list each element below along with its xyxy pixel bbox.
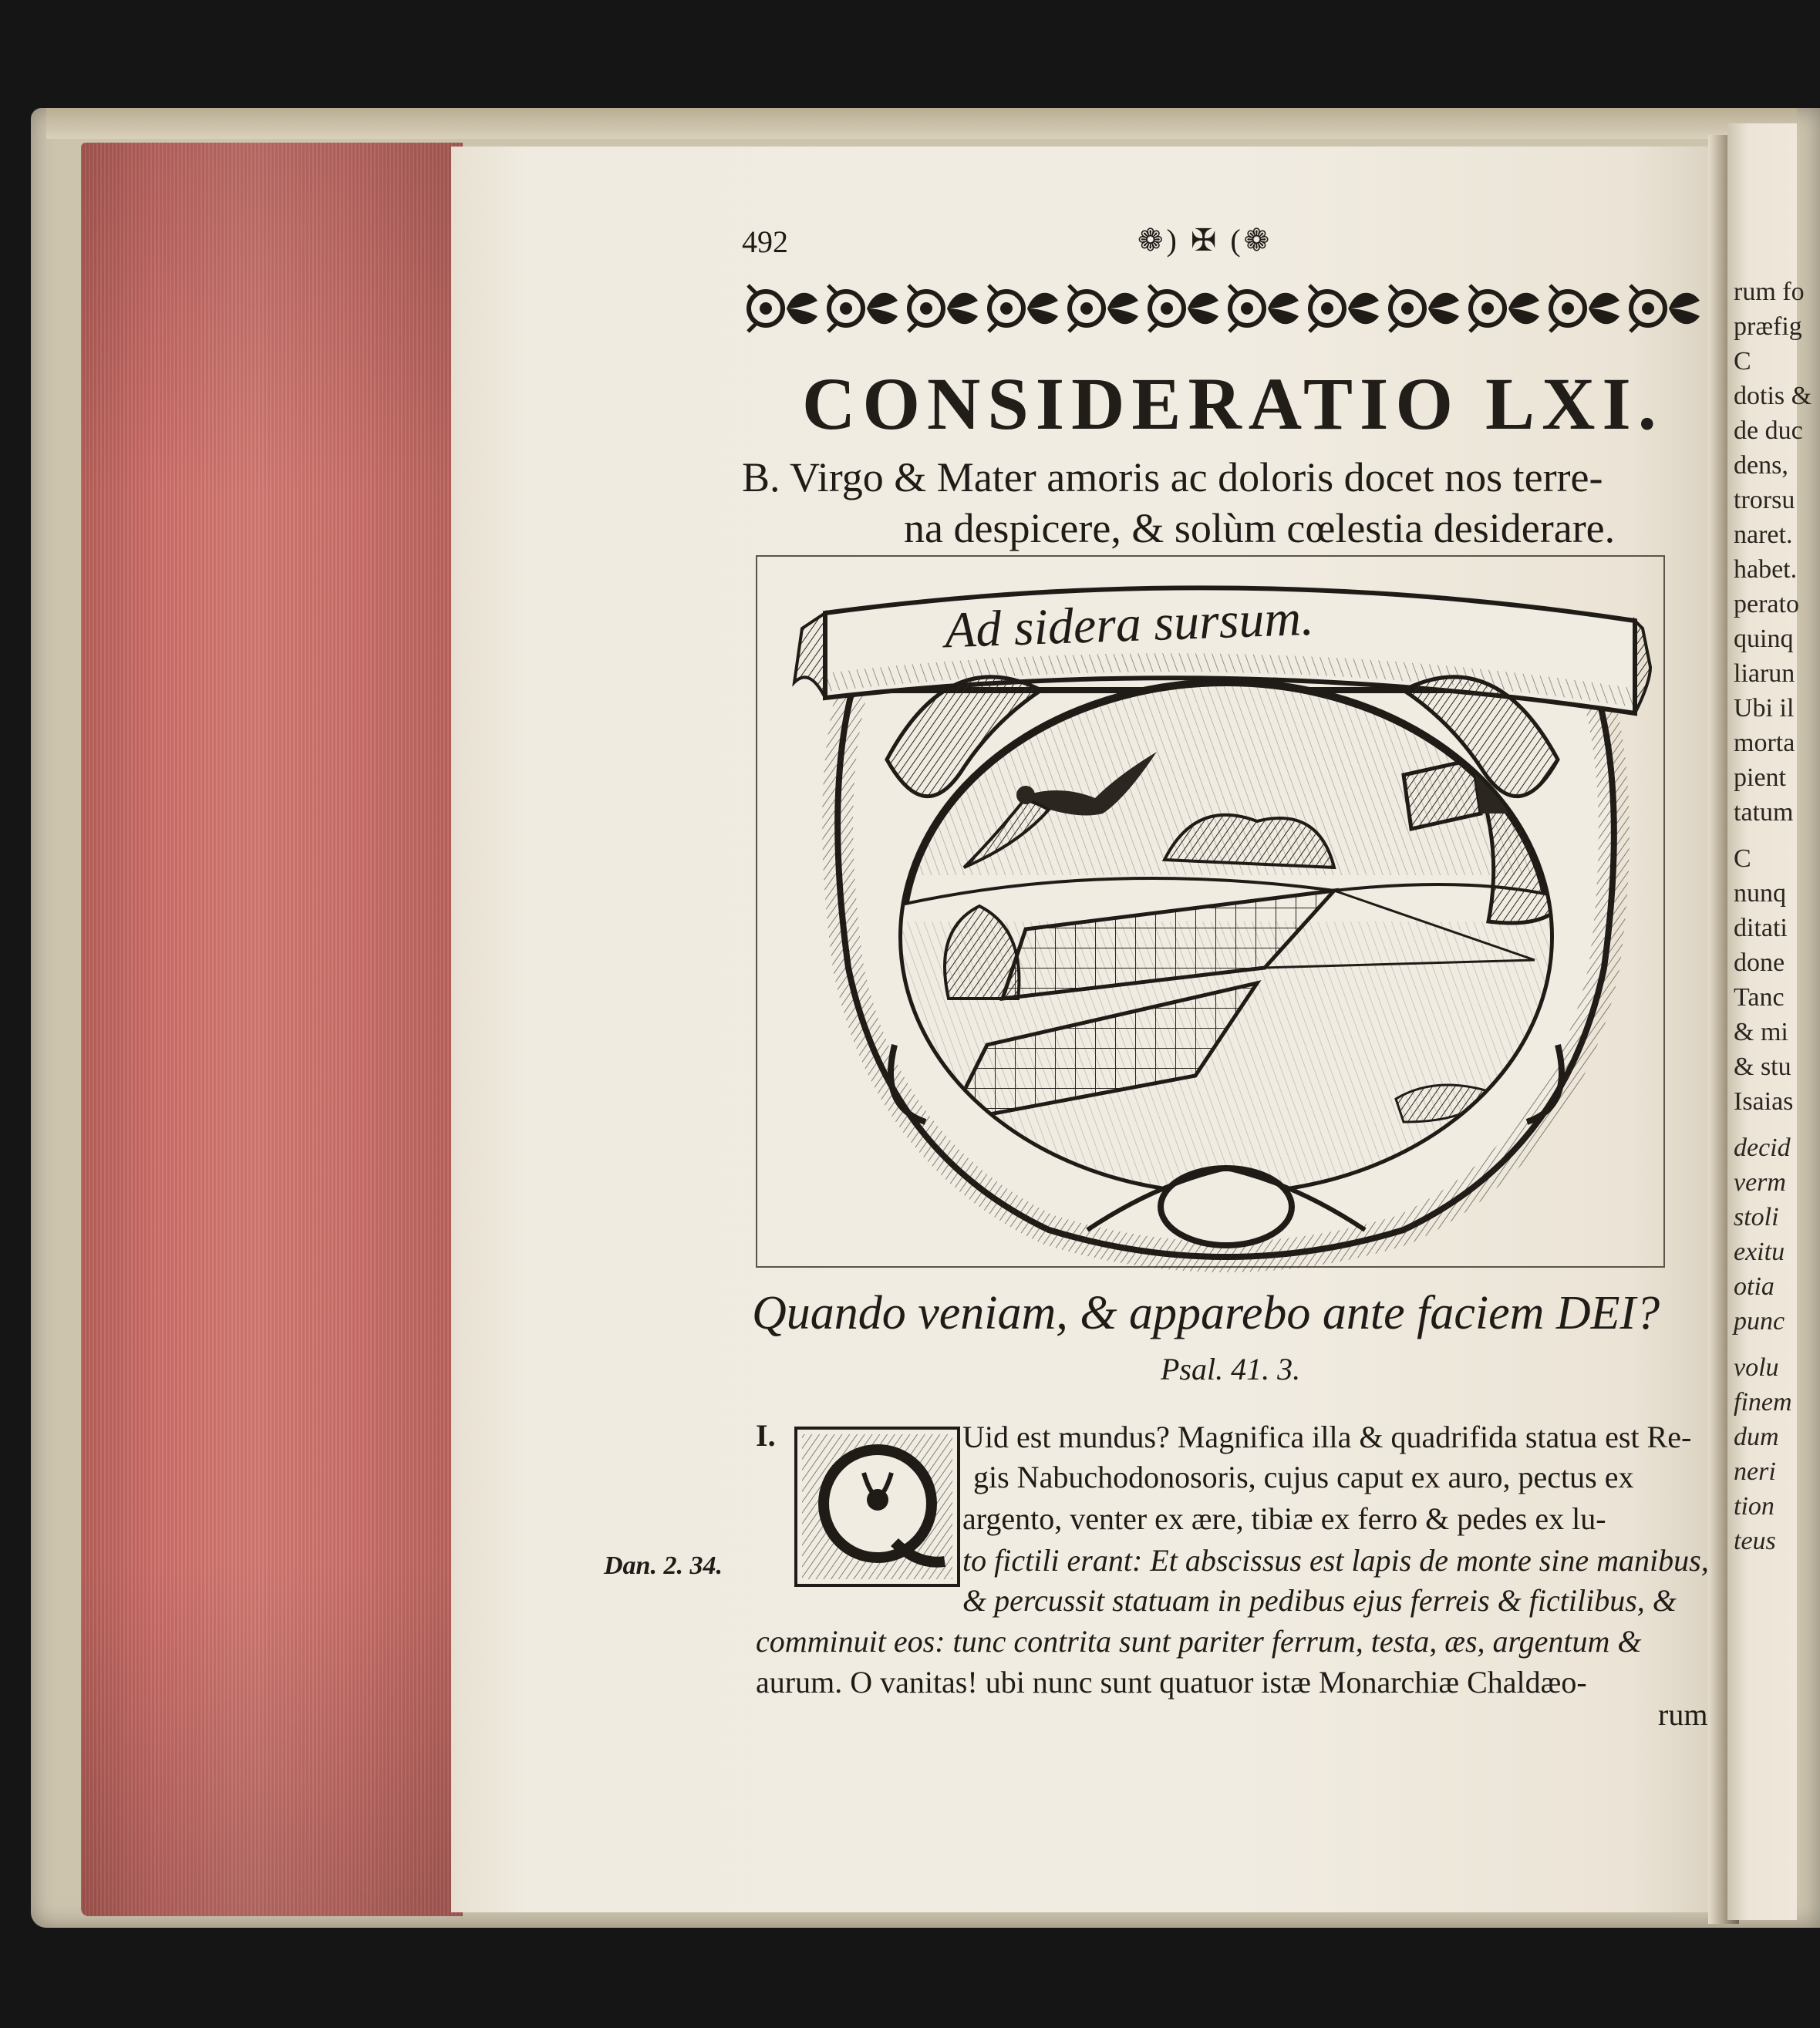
facing-page-fragment: dum — [1734, 1423, 1779, 1451]
facing-page-fragment: dotis & — [1734, 382, 1812, 410]
facing-page-fragment: Ubi il — [1734, 694, 1795, 723]
body-line-6: comminuit eos: tunc contrita sunt pariter ferrum, testa, æs, argentum & — [756, 1624, 1642, 1659]
verse-quote: Quando veniam, & apparebo ante faciem DEI? — [752, 1287, 1660, 1339]
facing-page-fragment: & stu — [1734, 1053, 1791, 1081]
flower-ornament-icon: ❁) — [1138, 223, 1180, 258]
body-line-7: aurum. O vanitas! ubi nunc sunt quatuor istæ Monarchiæ Chaldæo- — [756, 1665, 1587, 1700]
facing-page-fragment: pient — [1734, 763, 1786, 792]
facing-page-fragment: trorsu — [1734, 486, 1795, 514]
body-line-5: & percussit statuam in pedibus ejus ferreis & fictilibus, & — [962, 1583, 1677, 1618]
facing-page-fragment: C — [1734, 844, 1751, 873]
facing-page-fragment: stoli — [1734, 1203, 1779, 1231]
decorated-initial-q-icon — [794, 1427, 960, 1587]
facing-page-fragment: naret. — [1734, 520, 1793, 549]
facing-page-fragment: perato — [1734, 590, 1799, 618]
body-line-3: argento, venter ex ære, tibiæ ex ferro & pedes ex lu- — [962, 1501, 1606, 1536]
facing-page-fragment: dens, — [1734, 451, 1788, 480]
facing-page-fragment: teus — [1734, 1527, 1776, 1555]
header-ornament: ❁) ✠ (❁ — [1138, 223, 1273, 258]
facing-page-fragment: morta — [1734, 729, 1795, 757]
facing-page-fragment: rum fo — [1734, 278, 1805, 306]
body-line-4: to fictili erant: Et abscissus est lapis de monte sine manibus, — [962, 1543, 1709, 1578]
facing-page-fragment: done — [1734, 948, 1785, 977]
paragraph-number: I. — [756, 1418, 776, 1453]
facing-page-fragment: tatum — [1734, 798, 1794, 827]
facing-page-fragment: habet. — [1734, 555, 1798, 584]
facing-page-fragment: quinq — [1734, 625, 1794, 653]
facing-page-fragment: & mi — [1734, 1018, 1788, 1046]
ornamental-border — [744, 274, 1700, 343]
facing-page-fragment: Isaias — [1734, 1087, 1794, 1116]
consideratio-title: CONSIDERATIO LXI. — [802, 362, 1663, 445]
flower-ornament-icon: (❁ — [1230, 223, 1273, 258]
facing-page-fragment: volu — [1734, 1353, 1779, 1382]
facing-page-fragment: finem — [1734, 1388, 1792, 1417]
verse-reference: Psal. 41. 3. — [1161, 1352, 1301, 1386]
facing-page-fragment: decid — [1734, 1134, 1791, 1162]
facing-page-fragment: Tanc — [1734, 983, 1785, 1012]
facing-page-fragment: otia — [1734, 1272, 1775, 1301]
subtitle-line-2: na despicere, & solùm cœlestia desiderare. — [904, 505, 1616, 551]
facing-page-fragment: ditati — [1734, 914, 1788, 942]
facing-page-fragment: neri — [1734, 1457, 1776, 1486]
page-number: 492 — [742, 224, 788, 259]
emblem-engraving — [794, 567, 1650, 1261]
facing-page-fragment: punc — [1734, 1307, 1785, 1336]
facing-page-fragment: C — [1734, 347, 1751, 376]
facing-page-fragment: liarun — [1734, 659, 1795, 688]
facing-page-fragment: tion — [1734, 1492, 1775, 1521]
facing-page-fragment: de duc — [1734, 416, 1803, 445]
body-line-2: gis Nabuchodonosoris, cujus caput ex auro, pectus ex — [973, 1460, 1634, 1494]
emblem-motto: Ad sidera sursum. — [943, 589, 1315, 659]
catchword: rum — [1658, 1697, 1708, 1732]
subtitle-line-1: B. Virgo & Mater amoris ac doloris docet nos terre- — [742, 454, 1603, 500]
binding-top-edge — [46, 108, 1797, 139]
facing-page — [1727, 123, 1812, 1920]
margin-note: Dan. 2. 34. — [604, 1551, 723, 1580]
facing-page-fragment: præfig — [1734, 312, 1802, 341]
body-line-1: Uid est mundus? Magnifica illa & quadrifida statua est Re- — [962, 1420, 1692, 1454]
facing-page-fragment: nunq — [1734, 879, 1786, 908]
facing-page-fragment: exitu — [1734, 1238, 1785, 1266]
facing-page-fragment: verm — [1734, 1168, 1786, 1197]
